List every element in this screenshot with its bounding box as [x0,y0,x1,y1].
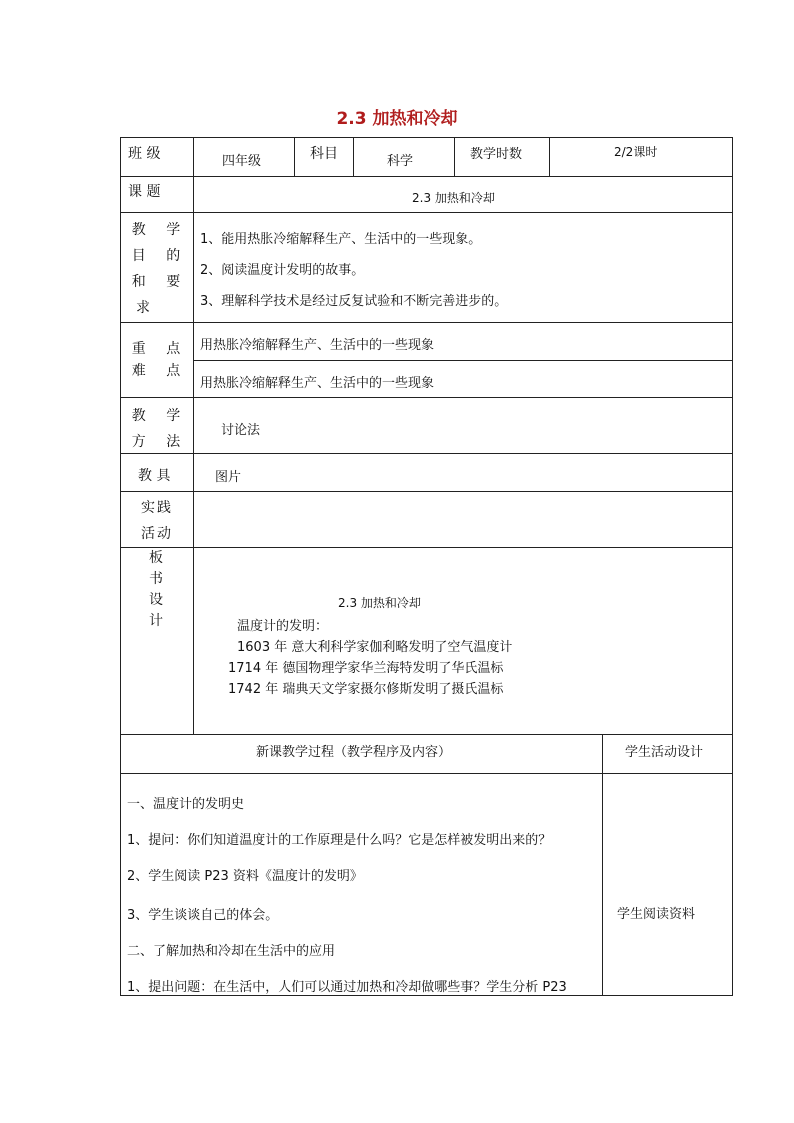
topic-label: 课 题 [128,184,161,200]
goals-label: 教 学 目 的 和 要 求 [131,222,189,316]
subject-label: 科目 [310,146,338,162]
process-step: 二、了解加热和冷却在生活中的应用 [127,944,336,959]
grade-value: 四年级 [222,154,262,169]
student-activity-header: 学生活动设计 [625,745,704,760]
board-label: 板 书 设 计 [149,550,163,629]
method-label: 教 学 方 法 [131,408,189,450]
process-step: 1、提问：你们知道温度计的工作原理是什么吗？它是怎样被发明出来的？ [127,833,552,848]
tools-label: 教 具 [138,468,171,484]
process-step: 1、提出问题：在生活中，人们可以通过加热和冷却做哪些事？学生分析 P23 [127,980,567,995]
board-subtitle: 温度计的发明： [237,619,329,634]
process-step: 2、学生阅读 P23 资料《温度计的发明》 [127,869,363,884]
topic-value: 2.3 加热和冷却 [412,191,495,205]
board-line: 1603 年 意大利科学家伽利略发明了空气温度计 [237,640,513,655]
method-value: 讨论法 [221,423,261,438]
hours-value: 2/2课时 [614,145,658,159]
key-point-text: 用热胀冷缩解释生产、生活中的一些现象 [200,338,435,353]
subject-value: 科学 [387,154,414,169]
process-header: 新课教学过程（教学程序及内容） [256,745,452,760]
student-activity-text: 学生阅读资料 [617,907,696,922]
goal-item: 1、能用热胀冷缩解释生产、生活中的一些现象。 [200,232,482,247]
class-label: 班 级 [128,146,161,162]
practice-label: 实践 活动 [141,500,173,542]
goal-item: 3、理解科学技术是经过反复试验和不断完善进步的。 [200,294,508,309]
board-line: 1742 年 瑞典天文学家摄尔修斯发明了摄氏温标 [228,682,504,697]
process-step: 3、学生谈谈自己的体会。 [127,908,279,923]
difficult-point-text: 用热胀冷缩解释生产、生活中的一些现象 [200,376,435,391]
goal-item: 2、阅读温度计发明的故事。 [200,263,365,278]
document-title: 2.3 加热和冷却 [336,109,458,129]
board-title: 2.3 加热和冷却 [338,596,421,610]
process-step: 一、温度计的发明史 [127,797,245,812]
tools-value: 图片 [215,470,242,485]
key-points-label: 重 点 难 点 [131,341,189,379]
board-line: 1714 年 德国物理学家华兰海特发明了华氏温标 [228,661,504,676]
hours-label: 教学时数 [470,147,523,162]
